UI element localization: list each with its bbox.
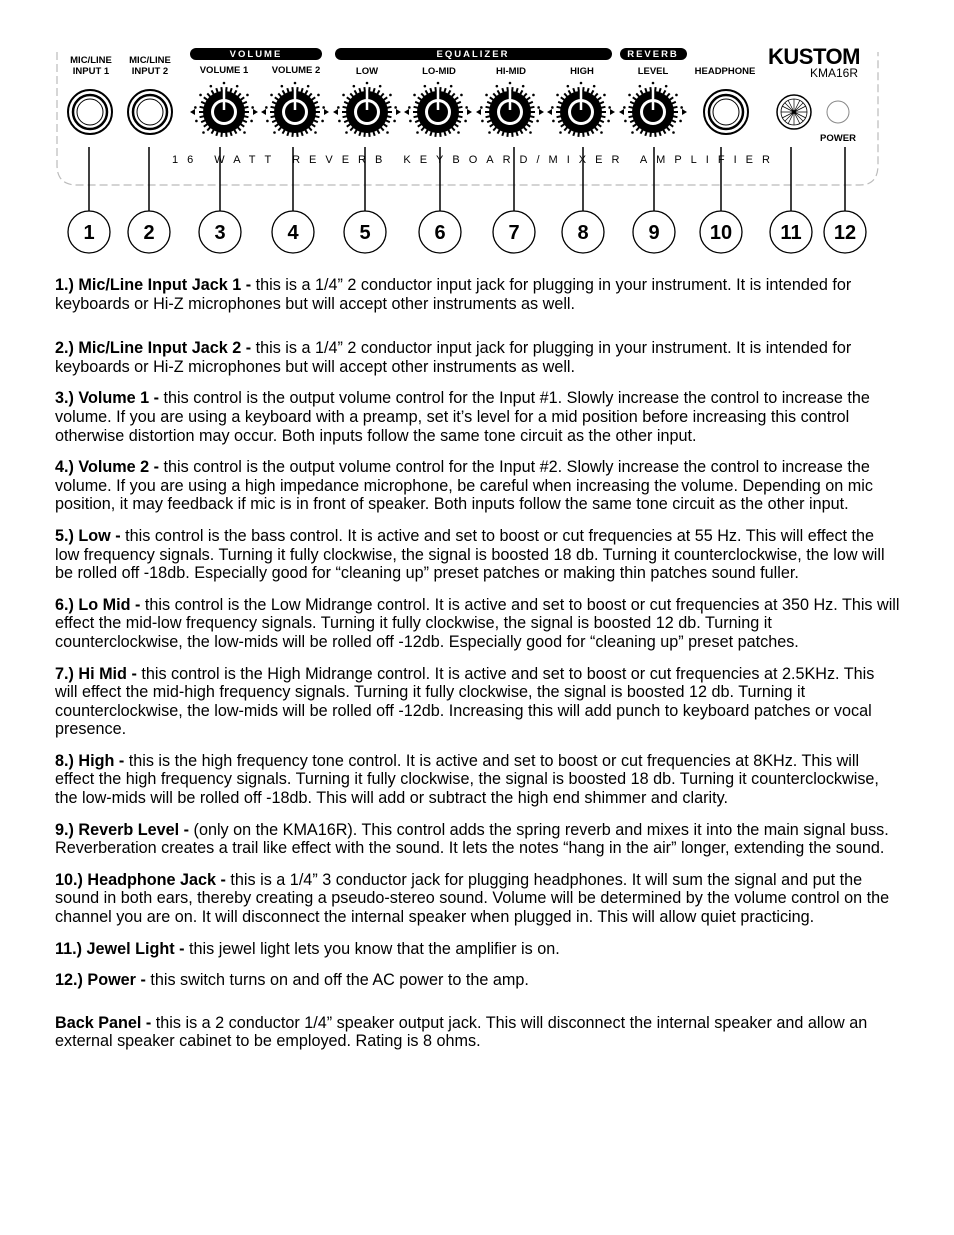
power-label: POWER — [820, 133, 856, 144]
description-item — [55, 339, 900, 376]
description-item — [55, 527, 900, 583]
description-item-text: this is a 2 conductor 1/4” speaker output jack. This will disconnect the internal speaker and allow an external speaker cabinet to be employed. Rating is 8 ohms. — [55, 1013, 868, 1051]
description-item-title: Back Panel - — [55, 1013, 152, 1032]
hi-mid-label: HI-MID — [495, 66, 527, 77]
volume2-knob — [261, 82, 329, 137]
description-item — [55, 596, 900, 652]
description-item-title: 2.) Mic/Line Input Jack 2 - — [55, 339, 252, 358]
callout-1 — [68, 147, 110, 253]
description-item-title: 10.) Headphone Jack - — [55, 870, 226, 889]
reverb-level-knob — [619, 82, 687, 137]
high-label: HIGH — [570, 66, 594, 77]
description-item-text: this switch turns on and off the AC power to the amp. — [145, 971, 529, 990]
high-knob — [547, 82, 615, 137]
brand-logo: KUSTOM — [768, 44, 860, 69]
description-item-text: this control is the Low Midrange control. It is active and set to boost or cut frequencies at 350 Hz. This will effect the mid-low frequency signals. Turning it fully clockwise, the signal is boosted 12 db. Turning it counterclockwise, the low-mids will be rolled off -12db. Especially good for “cleaning up” preset patches. — [55, 595, 900, 651]
input2-label-line1: MIC/LINE — [129, 55, 171, 66]
callout-number: 5 — [359, 222, 371, 244]
description-item — [55, 940, 900, 959]
headphone-jack — [704, 90, 748, 134]
description-item-text: this is a 1/4” 2 conductor input jack for plugging in your instrument. It is intended for keyboards or Hi-Z microphones but will accept other instruments as well. — [55, 276, 852, 313]
description-item — [55, 458, 900, 514]
description-item — [55, 821, 900, 858]
description-item-title: 4.) Volume 2 - — [55, 458, 160, 477]
low-knob — [333, 82, 401, 137]
description-item-title: 1.) Mic/Line Input Jack 1 - — [55, 276, 252, 294]
description-item-text: this is a 1/4” 2 conductor input jack for plugging in your instrument. It is intended for keyboards or Hi-Z microphones but will accept other instruments as well. — [55, 339, 852, 376]
callout-number: 4 — [287, 222, 299, 244]
description-item — [55, 665, 900, 739]
description-item-text: this control is the output volume control for the Input #1. Slowly increase the control to increase the volume. If you are using a keyboard with a preamp, set it’s level for a mid position before increasing this control otherwise distortion may occur. Both inputs follow the same tone circuit as the other input. — [55, 389, 870, 445]
description-item-title: 6.) Lo Mid - — [55, 595, 141, 614]
power-switch — [827, 101, 849, 123]
description-item-title: 12.) Power - — [55, 971, 146, 990]
description-item — [55, 389, 900, 445]
jewel-light-icon — [777, 95, 811, 129]
description-item-title: 11.) Jewel Light - — [55, 939, 185, 958]
lo-mid-label: LO-MID — [422, 66, 456, 77]
reverb-band-label: REVERB — [627, 49, 679, 60]
description-item — [55, 276, 900, 313]
lo-mid-knob — [404, 82, 472, 137]
volume1-knob — [190, 82, 258, 137]
description-item-title: 9.) Reverb Level - — [55, 820, 190, 839]
callout-number: 12 — [833, 222, 857, 244]
input1-label-line2: INPUT 1 — [72, 66, 110, 77]
front-panel-diagram — [0, 0, 954, 260]
volume2-label: VOLUME 2 — [271, 65, 321, 76]
description-item-text: (only on the KMA16R). This control adds the spring reverb and mixes it into the main signal buss. Reverberation creates a trail like effect with the sound. It lets the notes “hang in the air” longer, extending the sound. — [55, 820, 889, 858]
description-item-title: 8.) High - — [55, 751, 125, 770]
description-item-text: this control is the output volume control for the Input #2. Slowly increase the control to increase the volume. If you are using a high impedance microphone, be careful when increasing the volume. Depending on mic position, it may feedback if mic is in front of speaker. Both inputs follow the same tone circuit as the other input. — [55, 458, 873, 514]
model-label: KMA16R — [809, 66, 859, 80]
callout-number: 9 — [648, 222, 660, 244]
callout-2 — [128, 147, 170, 253]
volume-band-label: VOLUME — [229, 49, 283, 60]
low-label: LOW — [355, 66, 379, 77]
level-label: LEVEL — [637, 66, 669, 77]
description-item-title: 5.) Low - — [55, 526, 121, 545]
description-list — [55, 276, 900, 1051]
description-item — [55, 871, 900, 927]
description-item-text: this is the high frequency tone control. It is active and set to boost or cut frequencies at 8KHz. This will effect the high frequency signals. Turning it fully clockwise, the signal is boosted 18 db. Turning it counterclockwise, the low-mids will be rolled off -18db. This will add or subtract the high end shimmer and clarity. — [55, 751, 879, 808]
input2-label-line2: INPUT 2 — [131, 66, 169, 77]
description-item-text: this control is the bass control. It is active and set to boost or cut frequencies at 55 Hz. This will effect the low frequency signals. Turning it fully clockwise, the signal is boosted 18 db. Turning it counterclockwise, the low will be rolled off -18db. Especially good for “cleaning up” preset patches or making thin patches sound fuller. — [55, 526, 885, 583]
description-item-title: 3.) Volume 1 - — [55, 389, 160, 408]
description-item-text: this control is the High Midrange control. It is active and set to boost or cut frequencies at 2.5KHz. This will effect the mid-high frequency signals. Turning it fully clockwise, the signal is boosted 12 db. Turning it counterclockwise, the low-mids will be rolled off -12db. Increasing this will add punch to keyboard patches or vocal presence. — [55, 664, 875, 739]
description-item-text: this jewel light lets you know that the amplifier is on. — [184, 939, 560, 958]
callout-number: 11 — [780, 222, 802, 244]
description-item-title: 7.) Hi Mid - — [55, 664, 137, 683]
callout-number: 2 — [143, 222, 155, 244]
callout-number: 3 — [214, 222, 226, 244]
input1-label-line1: MIC/LINE — [70, 55, 112, 66]
front-panel-svg — [0, 0, 954, 260]
input1-jack — [68, 90, 112, 134]
description-item-text: this is a 1/4” 3 conductor jack for plugging headphones. It will sum the signal and put the sound in both ears, thereby creating a pseudo-stereo sound. Volume will be determined by the volume control on the channel you are on. It will disconnect the internal speaker when plugged in. This will allow quiet practicing. — [55, 870, 890, 927]
volume1-label: VOLUME 1 — [199, 65, 249, 76]
panel-tagline: 16 WATT REVERB KEYBOARD/MIXER AMPLIFIER — [172, 154, 779, 166]
callout-12 — [824, 147, 866, 253]
description-item — [55, 1014, 900, 1051]
hi-mid-knob — [476, 82, 544, 137]
headphone-label: HEADPHONE — [694, 66, 756, 77]
callout-number: 8 — [577, 222, 589, 244]
callout-number: 1 — [83, 222, 95, 244]
callout-number: 10 — [709, 222, 733, 244]
equalizer-band-label: EQUALIZER — [436, 49, 510, 60]
description-item — [55, 752, 900, 808]
callout-number: 7 — [508, 222, 520, 244]
description-item — [55, 971, 900, 990]
callout-number: 6 — [434, 222, 446, 244]
input2-jack — [128, 90, 172, 134]
